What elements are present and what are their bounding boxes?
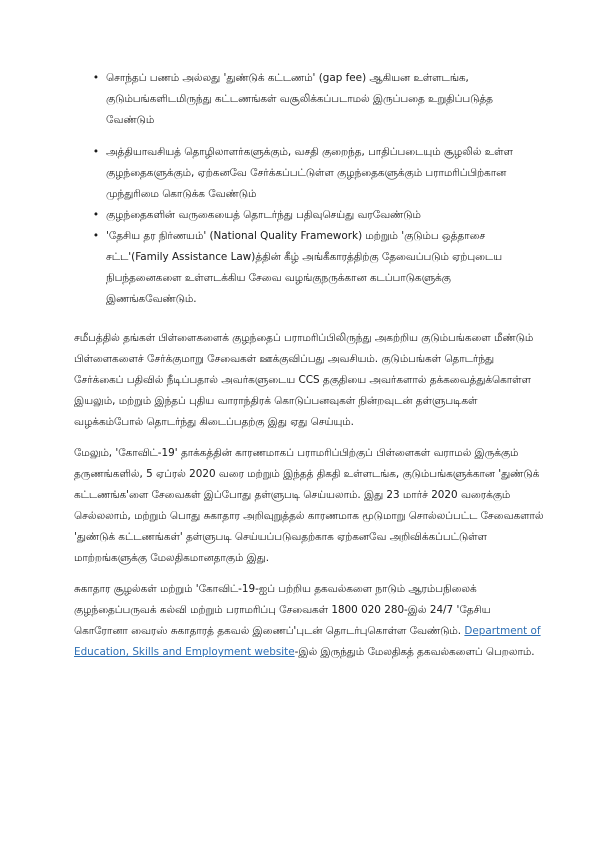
list-item [74,205,544,226]
requirements-list [74,68,544,310]
bullet-icon: • [92,72,100,84]
bullet-icon: • [92,230,100,242]
list-item [74,68,544,131]
paragraph-gap-fee-waiver: மேலும், 'கோவிட்-19' தாக்கத்தின் காரணமாகப் பராமரிப்பிற்குப் பிள்ளைகள் வராமல் இருக்கும் தருணங்களில், 5 ஏப்ரல் 2020 வரை மற்றும் இந்தத் திகதி உள்ளடங்க, குடும்பங்களுக்கான 'துண்டுக் கட்டணங்க'ளை சேவைகள் இப்போது தள்ளுபடி செய்யலாம். இது 23 மார்ச் 2020 வரைக்கும் செல்லலாம், மற்றும் பொது சுகாதார அறிவுறுத்தல் காரணமாக மூடுமாறு சொல்லப்பட்ட சேவைகளால் 'துண்டுக் கட்டணங்கள்' தள்ளுபடி செய்யப்படுவதற்காக ஏற்கனவே அறிவிக்கப்பட்டுள்ள மாற்றங்களுக்கு மேலதிகமானதாகும் இது. [74,447,544,564]
list-item-text: அத்தியாவசியத் தொழிலாளர்களுக்கும், வசதி குறைந்த, பாதிப்படையும் சூழலில் உள்ள குழந்தைகளுக்கும், ஏற்கனவே சேர்க்கப்பட்டுள்ள குழந்தைகளுக்கும் பராமரிப்பிற்கான முந்துரிமை கொடுக்க வேண்டும் [106,146,513,200]
bullet-icon: • [92,209,100,221]
list-item-text: சொந்தப் பணம் அல்லது 'துண்டுக் கட்டணம்' (gap fee) ஆகியன உள்ளடங்க, குடும்பங்களிடமிருந்து கட்டணங்கள் வசூலிக்கப்படாமல் இருப்பதை உறுதிப்படுத்த வேண்டும் [106,72,493,126]
document-page [74,68,544,663]
bullet-icon: • [92,146,100,158]
health-info-text: சுகாதார சூழல்கள் மற்றும் 'கோவிட்-19-ஐப் பற்றிய தகவல்களை நாடும் ஆரம்பநிலைக் குழந்தைப்பருவக் கல்வி மற்றும் பராமரிப்பு சேவைகள் 1800 020 280-இல் 24/7 'தேசிய கொரோனா வைரஸ் சுகாதாரத் தகவல் இணைப்'புடன் தொடர்புகொள்ள வேண்டும். [74,583,491,637]
paragraph-health-info [74,579,544,663]
list-item [74,142,544,205]
list-item [74,226,544,310]
department-website-link[interactable]: Department of Education, Skills and Employment website [74,625,541,658]
health-info-text-after: -இல் இருந்தும் மேலதிகத் தகவல்களைப் பெறலாம். [294,646,535,658]
paragraph-reenrolment: சமீபத்தில் தங்கள் பிள்ளைகளைக் குழந்தைப் பராமரிப்பிலிருந்து அகற்றிய குடும்பங்களை மீண்டும் பிள்ளைகளைச் சேர்க்குமாறு சேவைகள் ஊக்குவிப்பது அவசியம். குடும்பங்கள் தொடர்ந்து சேர்க்கைப் பதிவில் நீடிப்பதால் அவர்களுடைய CCS தகுதியை அவர்களால் தக்கவைத்துக்கொள்ள இயலும், மற்றும் இந்தப் புதிய வாராந்திரக் கொடுப்பனவுகள் நின்றவுடன் தள்ளுபடிகள் வழக்கம்போல் தொடர்ந்து கிடைப்பதற்கு இது ஏது செய்யும். [74,332,534,428]
list-item-text: 'தேசிய தர நிர்ணயம்' (National Quality Framework) மற்றும் 'குடும்ப ஒத்தாசை சட்ட'(Family Assistance Law)த்தின் கீழ் அங்கீகாரத்திற்கு தேவைப்படும் ஏற்புடைய நிபந்தனைகளை உள்ளடக்கிய சேவை வழங்குநருக்கான கடப்பாடுகளுக்கு இணங்கவேண்டும். [106,230,503,305]
list-item-text: குழந்தைகளின் வருகையைத் தொடர்ந்து பதிவுசெய்து வரவேண்டும் [106,209,421,221]
